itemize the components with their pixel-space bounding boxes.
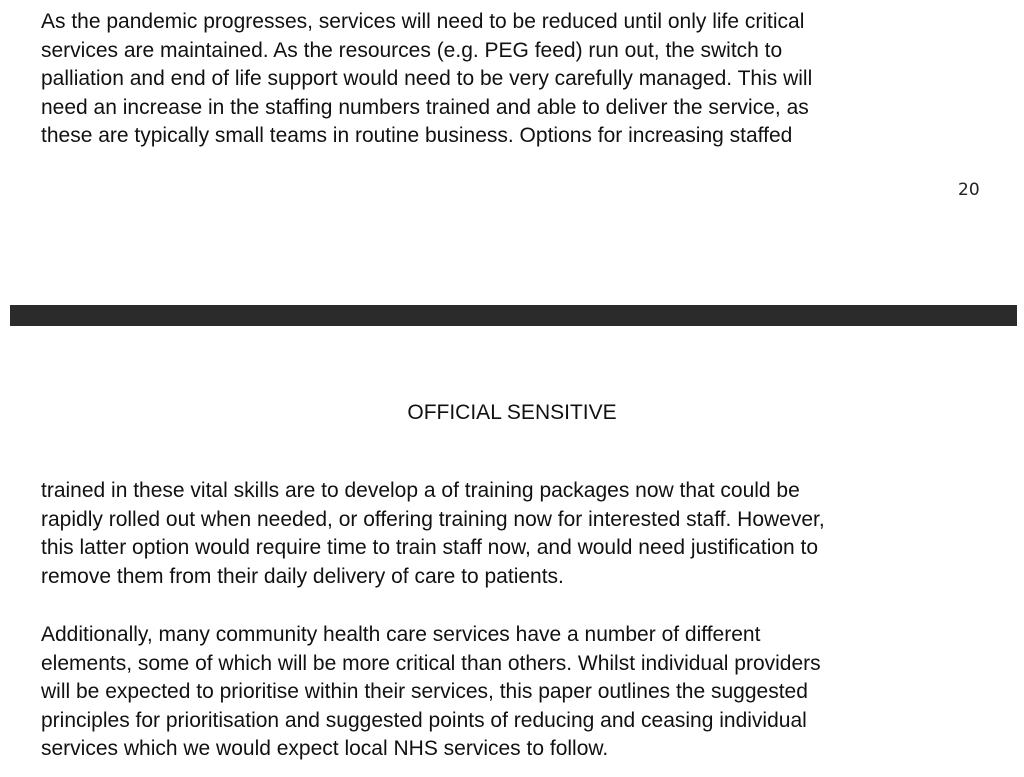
paragraph-line: As the pandemic progresses, services will need to be reduced until only life critical: [41, 10, 805, 33]
body-paragraph-training: [41, 477, 825, 591]
paragraph-line: will be expected to prioritise within their services, this paper outlines the suggested: [41, 680, 808, 704]
paragraph-line: need an increase in the staffing numbers trained and able to deliver the service, as: [41, 95, 809, 119]
paragraph-line: services which we would expect local NHS services to follow.: [41, 737, 609, 761]
paragraph-line: trained in these vital skills are to develop a of training packages now that could be: [41, 479, 800, 502]
paragraph-line: services are maintained. As the resources (e.g. PEG feed) run out, the switch to: [41, 38, 783, 62]
document-page-top: [0, 0, 1024, 305]
body-paragraph-continued: [41, 8, 812, 151]
paragraph-line: rapidly rolled out when needed, or offering training now for interested staff. However,: [41, 507, 825, 531]
body-paragraph-prioritisation: [41, 621, 821, 764]
paragraph-line: this latter option would require time to train staff now, and would need justification to: [41, 536, 819, 560]
paragraph-line: remove them from their daily delivery of care to patients.: [41, 564, 564, 588]
page-break-separator: [10, 305, 1017, 326]
paragraph-line: elements, some of which will be more critical than others. Whilst individual providers: [41, 651, 821, 675]
paragraph-line: palliation and end of life support would need to be very carefully managed. This will: [41, 67, 813, 91]
paragraph-line: these are typically small teams in routine business. Options for increasing staffed: [41, 124, 793, 148]
security-classification-header: OFFICIAL SENSITIVE: [407, 401, 617, 424]
paragraph-line: principles for prioritisation and suggested points of reducing and ceasing individual: [41, 708, 807, 732]
paragraph-line: Additionally, many community health care services have a number of different: [41, 623, 761, 646]
page-number: 20: [958, 180, 980, 200]
